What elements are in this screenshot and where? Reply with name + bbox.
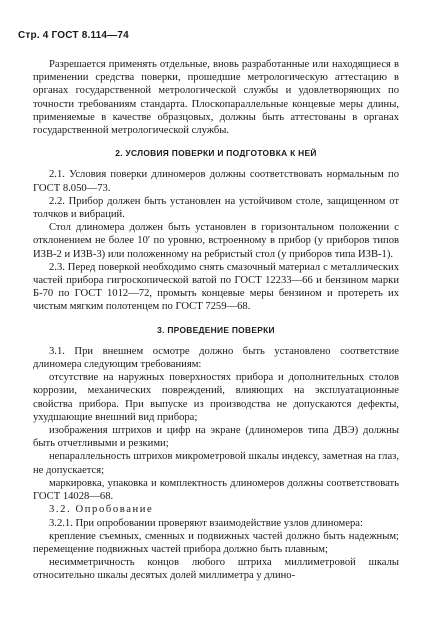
requirement-corrosion: отсутствие на наружных поверхностях прибора и дополнительных столов коррозии, механических повреждений, влияющих на эксплуатационные свойства прибора. При выпуске из производства не допускаются дефекты, ухудшающие внешний вид прибора; [33, 372, 399, 423]
paragraph-2-3: 2.3. Перед поверкой необходимо снять смазочный материал с металлических частей прибора гигроскопической ватой по ГОСТ 12233—66 и бензином марки Б-70 по ГОСТ 1012—72, промыть концевые меры бензином и протереть их чистым мягким полотенцем по ГОСТ 7259—68. [33, 261, 399, 313]
paragraph-2-2-table: Стол длиномера должен быть установлен в горизонтальном положении с отклонением не более 10′ по уровню, встроенному в прибор (у приборов типов ИЗВ-2 и ИЗВ-3) или положенному на ребристый стол (у приборов типа ИЗВ-1). [33, 222, 399, 260]
page-content [33, 58, 399, 583]
paragraph-3-2-1: 3.2.1. При опробовании проверяют взаимодействие узлов длиномера: [49, 517, 363, 529]
requirement-scale-parallelism: непараллельность штрихов микрометровой шкалы индексу, заметная на глаз, не допускается; [33, 451, 399, 476]
section-2-heading: 2. УСЛОВИЯ ПОВЕРКИ И ПОДГОТОВКА К НЕЙ [115, 148, 317, 159]
paragraph-2-2: 2.2. Прибор должен быть установлен на устойчивом столе, защищенном от толчков и вибраций. [33, 195, 399, 221]
paragraph-3-1: 3.1. При внешнем осмотре должно быть установлено соответствие длиномера следующим требованиям: [33, 345, 399, 371]
requirement-screen-images: изображения штрихов и цифр на экране (длиномеров типа ДВЭ) должны быть отчетливыми и резкими; [33, 425, 399, 450]
subheading-3-2: 3.2. Опробование [49, 504, 154, 516]
paragraph-2-1: 2.1. Условия поверки длиномеров должны соответствовать нормальным по ГОСТ 8.050—73. [33, 169, 399, 194]
section-3-heading: 3. ПРОВЕДЕНИЕ ПОВЕРКИ [157, 324, 275, 335]
requirement-marking: маркировка, упаковка и комплектность длиномеров должны соответствовать ГОСТ 14028—68. [33, 477, 399, 503]
requirement-asymmetry: несимметричность концов любого штриха миллиметровой шкалы относительно шкалы десятых долей миллиметра у длино- [33, 557, 399, 582]
page-header: Стр. 4 ГОСТ 8.114—74 [18, 30, 129, 41]
requirement-fastening: крепление съемных, сменных и подвижных частей должно быть надежным; перемещение подвижных частей прибора должно быть плавным; [33, 530, 399, 555]
intro-paragraph: Разрешается применять отдельные, вновь разработанные или находящиеся в применении средства поверки, прошедшие метрологическую аттестацию в органах государственной метрологической службы и удовлетворяющих по точности требованиям стандарта. Плоскопараллельные концевые меры длины, применяемые в качестве образцовых, должны быть аттестованы в органах государственной метрологической службы. [33, 59, 399, 137]
